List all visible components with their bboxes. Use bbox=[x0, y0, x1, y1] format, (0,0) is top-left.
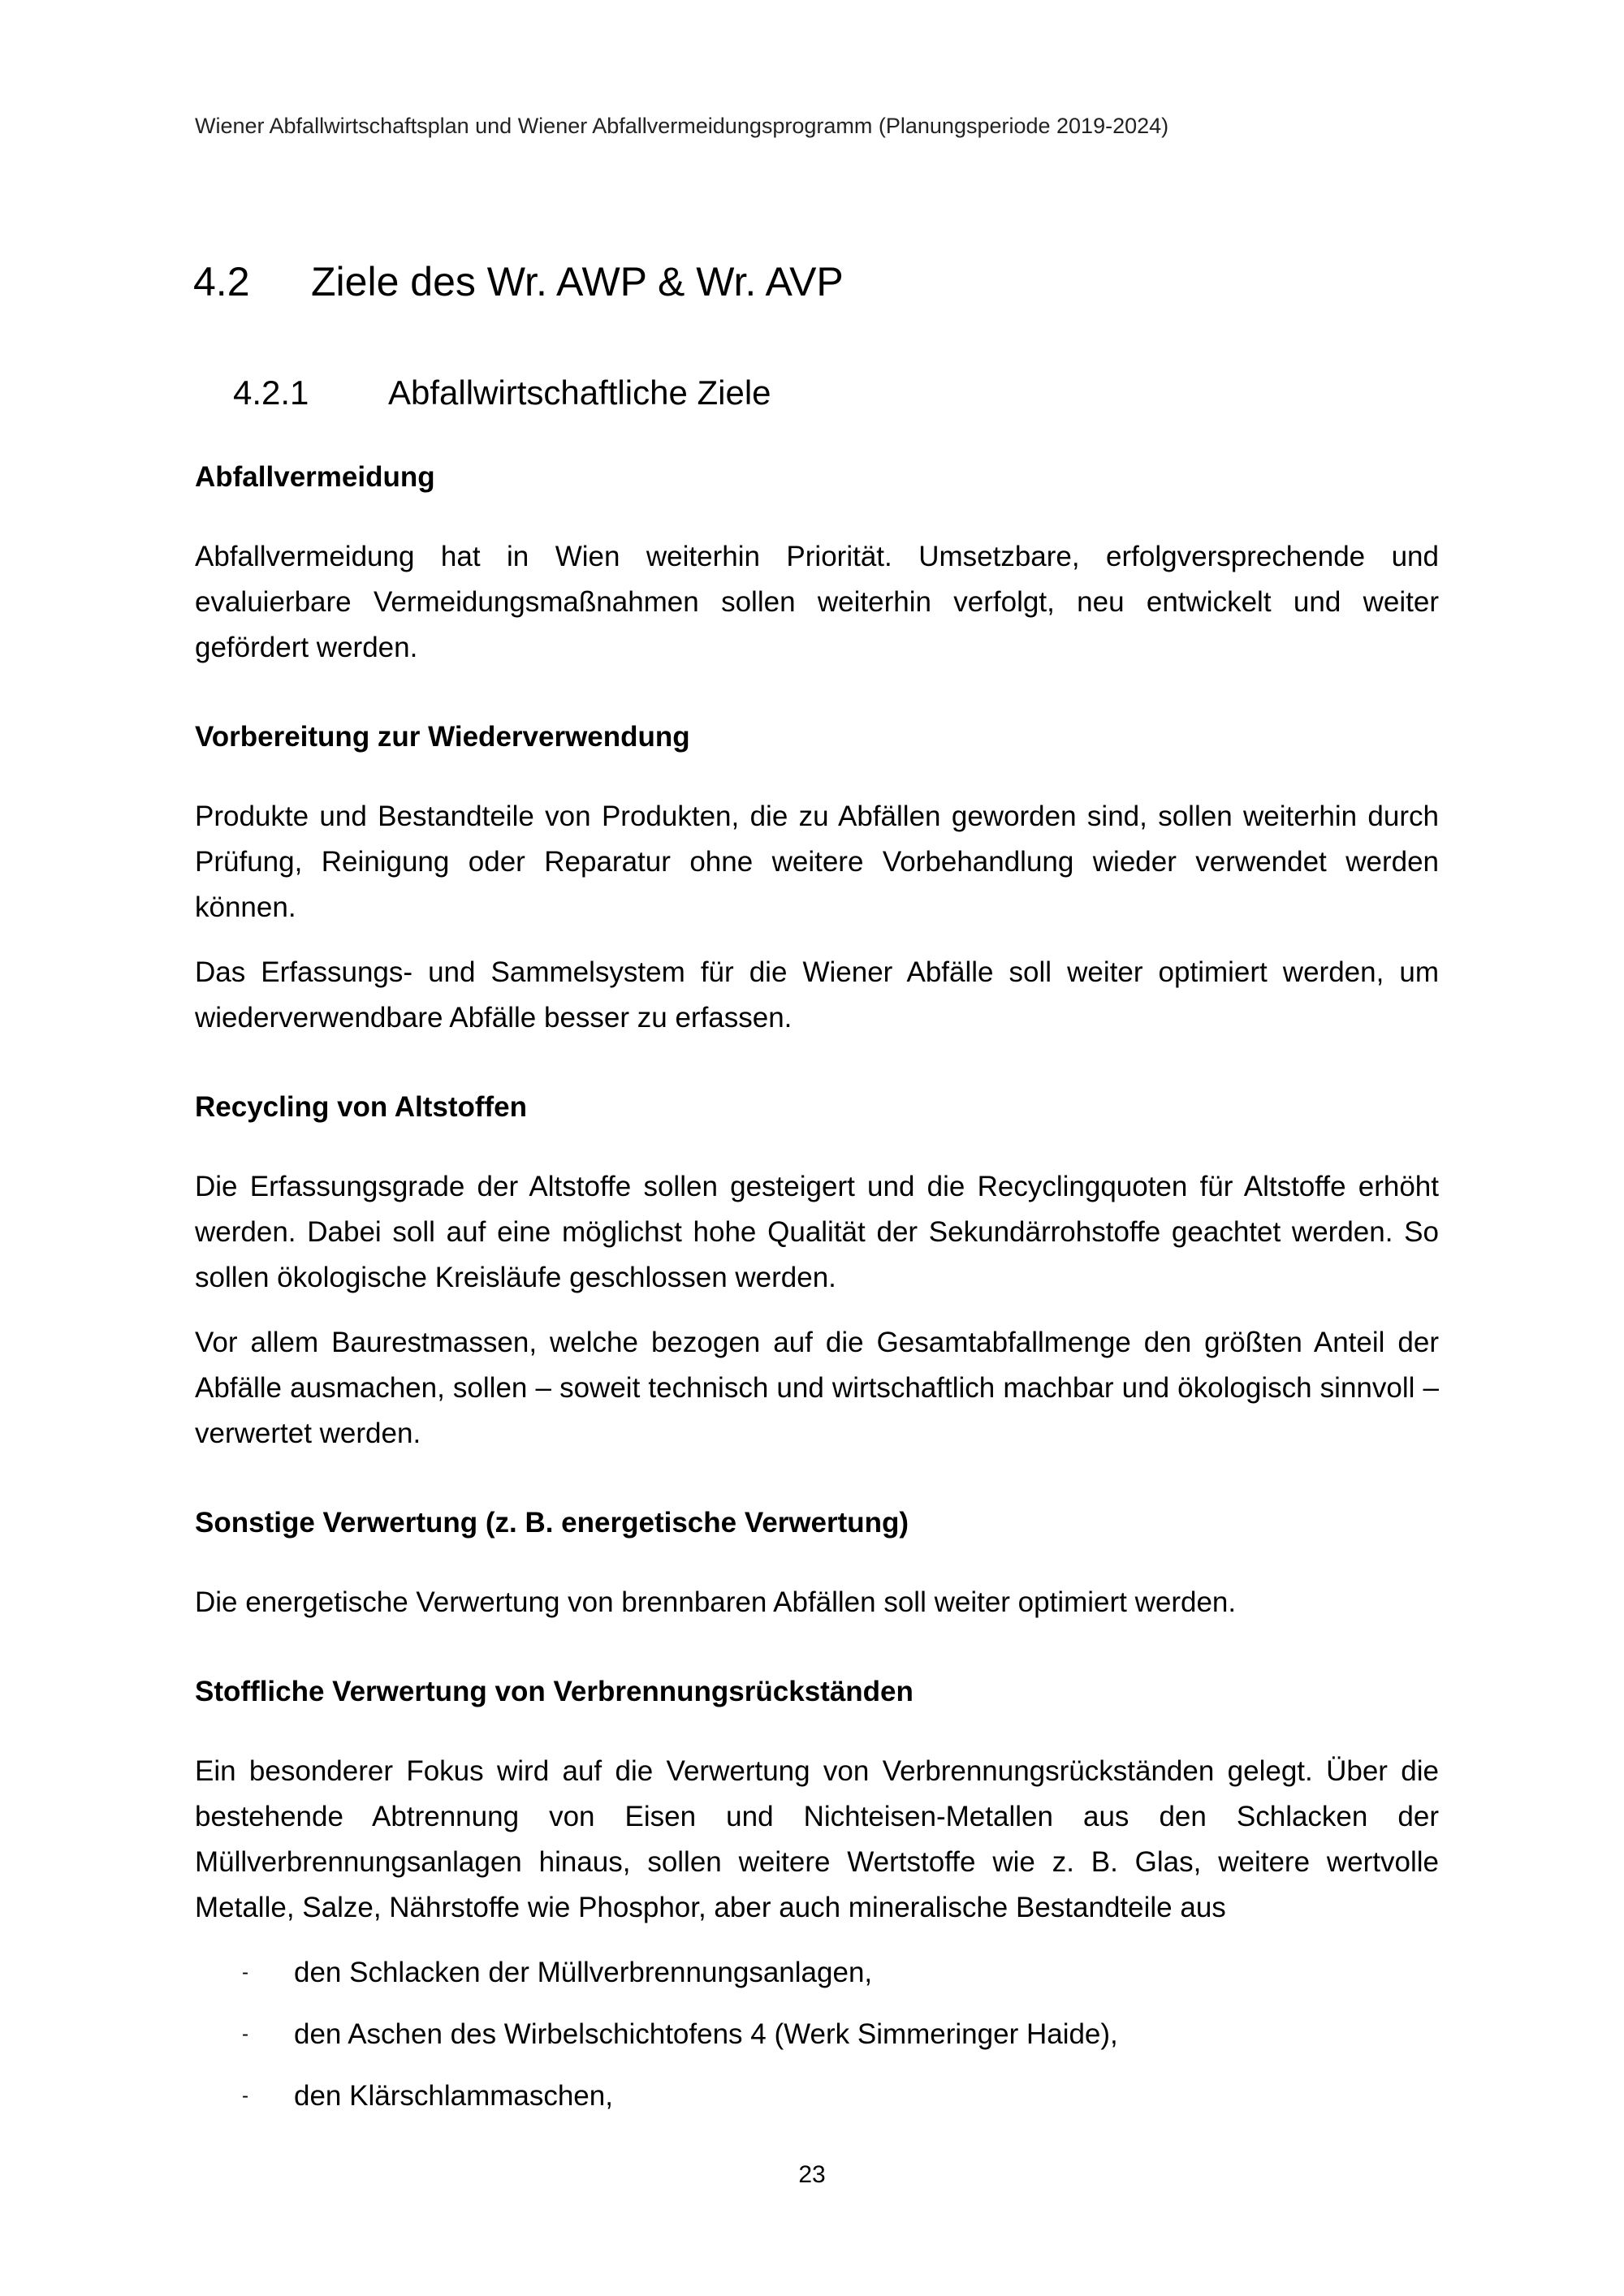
section-title: Ziele des Wr. AWP & Wr. AVP bbox=[311, 259, 844, 304]
subheading-recycling: Recycling von Altstoffen bbox=[195, 1091, 528, 1123]
paragraph: Ein besonderer Fokus wird auf die Verwertung von Verbrennungsrückständen gelegt. Über die bestehende Abtrennung von Eisen und Nichteisen-Metallen aus den Schlacken der Müllverbrennungsanlagen hinaus, sollen weitere Wertstoffe wie z. B. Glas, weitere wertvolle Metalle, Salze, Nährstoffe wie Phosphor, aber auch mineralische Bestandteile aus bbox=[195, 1755, 1439, 1923]
subheading-sonstige-verwertung: Sonstige Verwertung (z. B. energetische Verwertung) bbox=[195, 1507, 909, 1539]
subsection-number: 4.2.1 bbox=[233, 373, 309, 412]
list-item-text: den Schlacken der Müllverbrennungsanlagen, bbox=[294, 1957, 873, 1988]
paragraph: Vor allem Baurestmassen, welche bezogen auf die Gesamtabfallmenge den größten Anteil der Abfälle ausmachen, sollen – soweit technisch und wirtschaftlich machbar und ökologisch sinnvoll – verwertet werden. bbox=[195, 1327, 1439, 1449]
paragraph: Produkte und Bestandteile von Produkten, die zu Abfällen geworden sind, sollen weiterhin durch Prüfung, Reinigung oder Reparatur ohne weitere Vorbehandlung wieder verwendet werden können. bbox=[195, 801, 1439, 923]
subsection-heading bbox=[233, 373, 771, 412]
running-header: Wiener Abfallwirtschaftsplan und Wiener Abfallvermeidungsprogramm (Planungsperiode 2019-2024) bbox=[195, 114, 1169, 138]
paragraph: Abfallvermeidung hat in Wien weiterhin Priorität. Umsetzbare, erfolgversprechende und evaluierbare Vermeidungsmaßnahmen sollen weiterhin verfolgt, neu entwickelt und weiter gefördert werden. bbox=[195, 541, 1439, 663]
subsection-title: Abfallwirtschaftliche Ziele bbox=[388, 373, 771, 412]
subheading-stoffliche-verwertung: Stoffliche Verwertung von Verbrennungsrückständen bbox=[195, 1676, 914, 1707]
list-item-text: den Aschen des Wirbelschichtofens 4 (Werk Simmeringer Haide), bbox=[294, 2018, 1118, 2050]
dash-bullet-icon: - bbox=[242, 1962, 248, 1983]
list-item bbox=[195, 2074, 1439, 2119]
subheading-abfallvermeidung: Abfallvermeidung bbox=[195, 461, 435, 493]
section-heading bbox=[193, 258, 844, 305]
dash-bullet-icon: - bbox=[242, 2085, 248, 2107]
dash-list bbox=[195, 1950, 1439, 2119]
subheading-wiederverwendung: Vorbereitung zur Wiederverwendung bbox=[195, 721, 690, 753]
body-text bbox=[195, 455, 1439, 2135]
dash-bullet-icon: - bbox=[242, 2023, 248, 2045]
list-item-text: den Klärschlammaschen, bbox=[294, 2080, 613, 2112]
paragraph: Die energetische Verwertung von brennbaren Abfällen soll weiter optimiert werden. bbox=[195, 1586, 1237, 1618]
page-number: 23 bbox=[798, 2161, 826, 2188]
paragraph: Das Erfassungs- und Sammelsystem für die Wiener Abfälle soll weiter optimiert werden, um wiederverwendbare Abfälle besser zu erfassen. bbox=[195, 956, 1439, 1034]
list-item bbox=[195, 2012, 1439, 2057]
section-number: 4.2 bbox=[193, 259, 250, 304]
paragraph: Die Erfassungsgrade der Altstoffe sollen gesteigert und die Recyclingquoten für Altstoffe erhöht werden. Dabei soll auf eine möglichst hohe Qualität der Sekundärrohstoffe geachtet werden. So sollen ökologische Kreisläufe geschlossen werden. bbox=[195, 1171, 1439, 1293]
list-item bbox=[195, 1950, 1439, 1996]
